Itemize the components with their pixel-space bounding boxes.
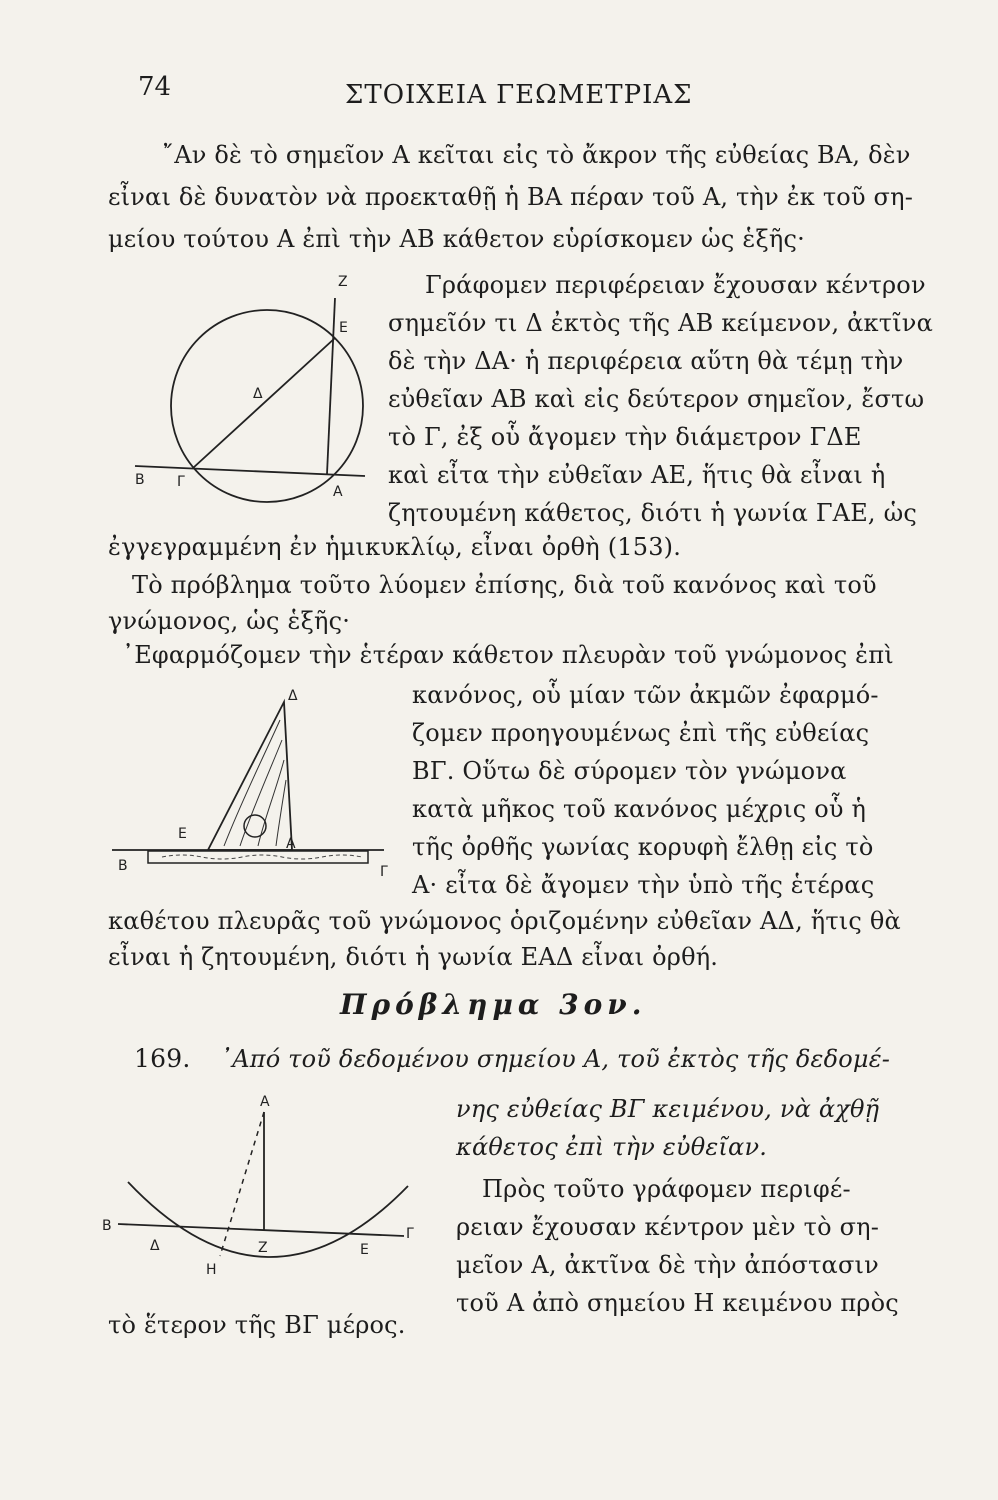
label-B: Β bbox=[118, 858, 128, 874]
text-line: εἶναι δὲ δυνατὸν νὰ προεκταθῇ ἡ ΒΑ πέραν τοῦ Α, τὴν ἐκ τοῦ ση- bbox=[108, 183, 914, 211]
text-line: Γράφομεν περιφέρειαν ἔχουσαν κέντρον bbox=[425, 271, 926, 299]
text-line: γνώμονος, ὡς ἑξῆς· bbox=[108, 607, 351, 635]
label-D: Δ bbox=[288, 688, 298, 704]
figure-circle-perpendicular bbox=[125, 262, 385, 542]
text-line: ἐγγεγραμμένη ἐν ἡμικυκλίῳ, εἶναι ὀρθὴ (153). bbox=[108, 533, 682, 561]
label-B: Β bbox=[102, 1218, 112, 1234]
label-H: Η bbox=[206, 1262, 217, 1278]
label-A: Α bbox=[286, 836, 296, 852]
label-Z: Ζ bbox=[258, 1240, 268, 1256]
label-E: E bbox=[339, 320, 348, 336]
problem-statement: κάθετος ἐπὶ τὴν εὐθεῖαν. bbox=[456, 1133, 768, 1161]
label-A: Α bbox=[333, 484, 343, 500]
text-line: Τὸ πρόβλημα τοῦτο λύομεν ἐπίσης, διὰ τοῦ κανόνος καὶ τοῦ bbox=[132, 571, 877, 599]
text-line: μείου τούτου Α ἐπὶ τὴν ΑΒ κάθετον εὑρίσκομεν ὡς ἑξῆς· bbox=[108, 225, 805, 253]
label-G: Γ bbox=[406, 1226, 414, 1242]
text-line: τοῦ Α ἀπὸ σημείου Η κειμένου πρὸς bbox=[456, 1289, 899, 1317]
problem-statement: ᾽Από τοῦ δεδομένου σημείου Α, τοῦ ἐκτὸς τῆς δεδομέ- bbox=[220, 1045, 891, 1073]
text-line: μεῖον Α, ἀκτῖνα δὲ τὴν ἀπόστασιν bbox=[456, 1251, 879, 1279]
label-B: Β bbox=[135, 472, 145, 488]
label-D: Δ bbox=[253, 386, 263, 402]
text-line: Πρὸς τοῦτο γράφομεν περιφέ- bbox=[482, 1175, 851, 1203]
text-line: Α· εἶτα δὲ ἄγομεν τὴν ὑπὸ τῆς ἑτέρας bbox=[412, 871, 875, 899]
text-line: ᾽Εφαρμόζομεν τὴν ἑτέραν κάθετον πλευρὰν τοῦ γνώμονος ἐπὶ bbox=[122, 641, 894, 669]
label-A: Α bbox=[260, 1094, 270, 1110]
text-line: καθέτου πλευρᾶς τοῦ γνώμονος ὁριζομένην εὐθεῖαν ΑΔ, ἥτις θὰ bbox=[108, 907, 901, 935]
label-G: Γ bbox=[380, 864, 388, 880]
problem-heading: Πρόβλημα 3ον. bbox=[340, 988, 647, 1021]
label-D: Δ bbox=[150, 1238, 160, 1254]
problem-statement: νης εὐθείας ΒΓ κειμένου, νὰ ἀχθῇ bbox=[456, 1095, 880, 1123]
label-Z: Z bbox=[338, 274, 348, 290]
problem-number: 169. bbox=[134, 1044, 191, 1073]
text-line: τῆς ὀρθῆς γωνίας κορυφὴ ἔλθῃ εἰς τὸ bbox=[412, 833, 874, 861]
text-line: εὐθεῖαν ΑΒ καὶ εἰς δεύτερον σημεῖον, ἔστω bbox=[388, 385, 925, 413]
text-line: ρειαν ἔχουσαν κέντρον μὲν τὸ ση- bbox=[456, 1213, 880, 1241]
text-line: ΒΓ. Οὕτω δὲ σύρομεν τὸν γνώμονα bbox=[412, 757, 847, 785]
text-line: καὶ εἶτα τὴν εὐθεῖαν ΑΕ, ἥτις θὰ εἶναι ἡ bbox=[388, 461, 886, 489]
text-line: ζομεν προηγουμένως ἐπὶ τῆς εὐθείας bbox=[412, 719, 870, 747]
label-G: Γ bbox=[177, 474, 185, 490]
running-title: ΣΤΟΙΧΕΙΑ ΓΕΩΜΕΤΡΙΑΣ bbox=[345, 80, 693, 110]
page-number: 74 bbox=[138, 72, 172, 102]
label-E: Ε bbox=[178, 826, 187, 842]
text-line: ζητουμένη κάθετος, διότι ἡ γωνία ΓΑΕ, ὡς bbox=[388, 499, 918, 527]
text-line: κανόνος, οὗ μίαν τῶν ἀκμῶν ἐφαρμό- bbox=[412, 681, 879, 709]
figure-set-square bbox=[112, 680, 402, 880]
text-line: κατὰ μῆκος τοῦ κανόνος μέχρις οὗ ἡ bbox=[412, 795, 867, 823]
figure-arc-perpendicular bbox=[98, 1090, 428, 1300]
text-line: δὲ τὴν ΔΑ· ἡ περιφέρεια αὕτη θὰ τέμῃ τὴν bbox=[388, 347, 904, 375]
text-line: ῎Αν δὲ τὸ σημεῖον Α κεῖται εἰς τὸ ἄκρον τῆς εὐθείας ΒΑ, δὲν bbox=[162, 141, 911, 169]
text-line: τὸ ἕτερον τῆς ΒΓ μέρος. bbox=[108, 1311, 406, 1339]
text-line: σημεῖόν τι Δ ἐκτὸς τῆς ΑΒ κείμενον, ἀκτῖνα bbox=[388, 309, 934, 337]
text-line: εἶναι ἡ ζητουμένη, διότι ἡ γωνία ΕΑΔ εἶναι ὀρθή. bbox=[108, 943, 719, 971]
label-E: Ε bbox=[360, 1242, 369, 1258]
text-line: τὸ Γ, ἐξ οὗ ἄγομεν τὴν διάμετρον ΓΔΕ bbox=[388, 423, 862, 451]
